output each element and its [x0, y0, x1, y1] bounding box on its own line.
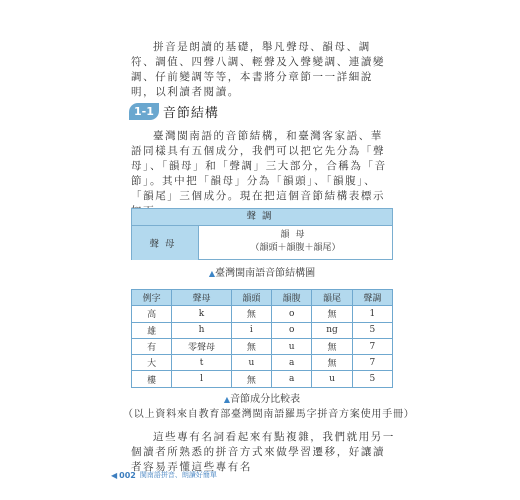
table-cell: 7	[352, 338, 392, 354]
table-header: 韻腹	[272, 290, 312, 306]
final-cell	[199, 226, 392, 260]
table-cell: 無	[312, 355, 352, 371]
closing-paragraph: 這些專有名詞看起來有點複雜，我們就用另一個讀者所熟悉的拼音方式來做學習遷移，好讓讀者容易弄懂這些專有名	[131, 431, 395, 473]
table-row	[132, 371, 393, 387]
triangle-icon: ▲	[223, 395, 231, 404]
table-cell: 無	[312, 306, 352, 322]
syllable-structure-diagram	[131, 208, 393, 260]
table-cell: o	[272, 322, 312, 338]
triangle-icon: ◀	[111, 470, 118, 480]
table-row	[132, 338, 393, 354]
table-cell: 樓	[132, 371, 172, 387]
table-cell: h	[172, 322, 231, 338]
structure-caption-text: 臺灣閩南語音節結構圖	[215, 268, 316, 279]
table-row	[132, 322, 393, 338]
table-cell: 無	[231, 306, 271, 322]
table-cell: 高	[132, 306, 172, 322]
structure-caption	[131, 264, 393, 279]
page-footer	[111, 470, 217, 480]
table-header: 韻頭	[231, 290, 271, 306]
table-cell: 5	[352, 371, 392, 387]
table-cell: 雄	[132, 322, 172, 338]
table-header: 聲母	[172, 290, 231, 306]
intro-paragraph: 拼音是朗讀的基礎，舉凡聲母、韻母、調符、調值、四聲八調、輕聲及入聲變調、連讀變調、仔前變調等等，本書將分章節一一詳細說明，以利讀者閱讀。	[131, 41, 386, 98]
table-cell: a	[272, 355, 312, 371]
initial-cell: 聲母	[132, 226, 199, 260]
table-cell: 無	[231, 338, 271, 354]
table-cell: a	[272, 371, 312, 387]
table-row	[132, 306, 393, 322]
table-header: 例字	[132, 290, 172, 306]
table-cell: u	[312, 371, 352, 387]
final-detail: （韻頭＋韻腹＋韻尾）	[250, 243, 341, 253]
table-cell: t	[172, 355, 231, 371]
section-heading	[129, 101, 219, 121]
table-caption-text: 音節成分比較表	[230, 394, 301, 405]
section-number-badge: 1-1	[129, 103, 159, 120]
section-title: 音節結構	[162, 105, 219, 121]
table-caption	[131, 390, 393, 405]
table-cell: k	[172, 306, 231, 322]
table-cell: u	[231, 355, 271, 371]
triangle-icon: ▲	[208, 269, 216, 278]
table-cell: i	[231, 322, 271, 338]
syllable-comparison-table	[131, 289, 393, 388]
table-cell: u	[272, 338, 312, 354]
table-cell: o	[272, 306, 312, 322]
table-cell: l	[172, 371, 231, 387]
table-cell: 1	[352, 306, 392, 322]
table-cell: 大	[132, 355, 172, 371]
table-cell: 零聲母	[172, 338, 231, 354]
final-title: 韻母	[280, 230, 311, 240]
table-cell: 5	[352, 322, 392, 338]
tone-cell: 聲調	[132, 209, 392, 226]
page-number: 002	[119, 470, 136, 480]
table-header: 聲調	[352, 290, 392, 306]
table-row	[132, 355, 393, 371]
table-cell: 無	[231, 371, 271, 387]
table-header-row	[132, 290, 393, 306]
table-header: 韻尾	[312, 290, 352, 306]
table-cell: 7	[352, 355, 392, 371]
table-cell: 無	[312, 338, 352, 354]
table-cell: 有	[132, 338, 172, 354]
source-note: （以上資料來自教育部臺灣閩南語羅馬字拼音方案使用手冊）	[123, 409, 415, 420]
book-title: 閩南語拼音、朗讀好簡單	[139, 471, 217, 479]
table-cell: ng	[312, 322, 352, 338]
structure-paragraph: 臺灣閩南語的音節結構，和臺灣客家語、華語同樣具有五個成分，我們可以把它先分為「聲母」、「韻母」和「聲調」三大部分，合稱為「音節」。其中把「韻母」分為「韻頭」、「韻腹」、「韻尾」三個成分。現在把這個音節結構表標示	[131, 130, 387, 202]
